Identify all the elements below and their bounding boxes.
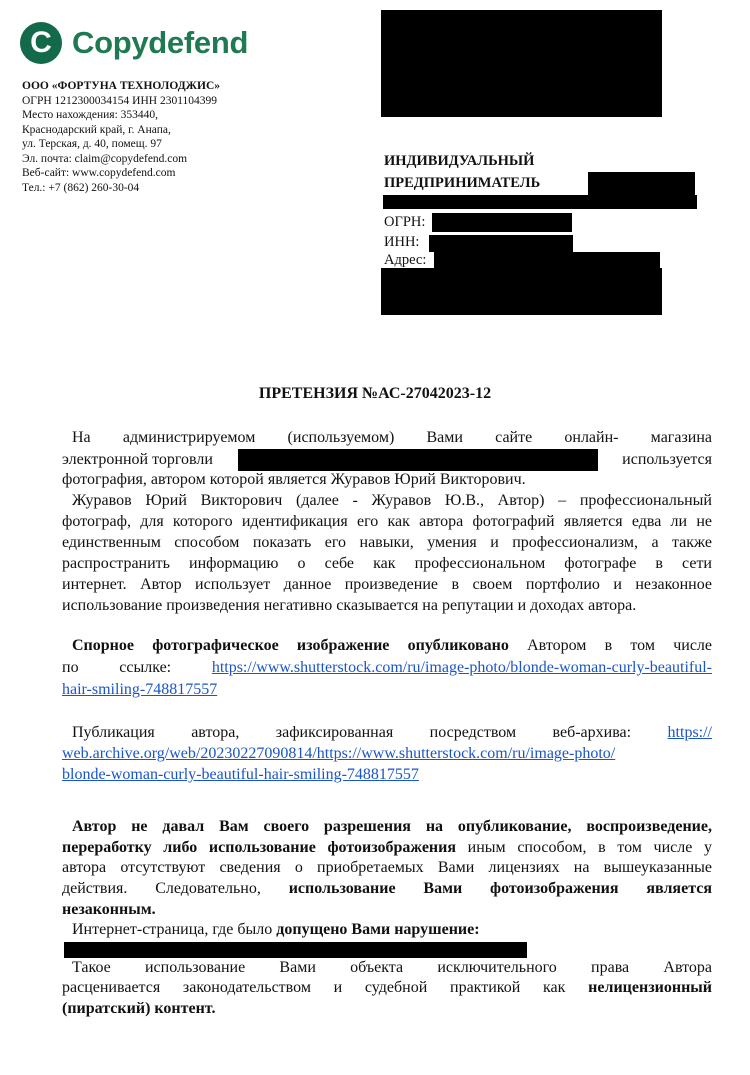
text: Публикация автора, зафиксированная посредством веб-архива: xyxy=(72,724,668,741)
text-line xyxy=(62,978,712,998)
redaction xyxy=(434,252,660,268)
redaction xyxy=(381,268,662,315)
company-line: ул. Терская, д. 40, помещ. 97 xyxy=(22,138,162,150)
recipient-inn-label: ИНН: xyxy=(384,234,420,250)
link[interactable]: hair-smiling-748817557 xyxy=(62,681,218,698)
text-line xyxy=(62,858,712,878)
link[interactable]: https://www.shutterstock.com/ru/image-photo/blonde-woman-curly-beautiful- xyxy=(211,659,712,676)
company-email: Эл. почта: claim@copydefend.com xyxy=(22,152,188,165)
text: иным способом, в том числе у xyxy=(456,839,713,856)
text-line xyxy=(72,428,712,448)
redaction xyxy=(432,213,572,232)
link[interactable]: blonde-woman-curly-beautiful-hair-smiling-748817557 xyxy=(62,766,419,783)
copydefend-logo xyxy=(20,22,248,64)
text-line xyxy=(72,636,712,656)
text-line xyxy=(62,533,712,553)
company-phone: Тел.: +7 (862) 260-30-04 xyxy=(22,181,140,194)
company-line: ОГРН 1212300034154 ИНН 2301104399 xyxy=(22,94,218,107)
text: На администрируемом (используемом) Вами сайте онлайн- магазина xyxy=(72,429,712,446)
bold-text: нелицензионный xyxy=(588,979,712,996)
text: используется xyxy=(622,451,712,468)
bold-text: незаконным. xyxy=(62,901,156,918)
logo-text: Copydefend xyxy=(72,25,249,60)
text-line xyxy=(62,999,712,1019)
redaction xyxy=(238,449,598,471)
bold-text: Спорное фотографическое изображение опубликовано xyxy=(72,637,509,654)
text: Интернет-страница, где было xyxy=(72,921,277,938)
text-line xyxy=(62,512,712,532)
text: распространить информацию о себе как профессиональном фотографе в сети xyxy=(62,555,712,572)
company-name: ООО «ФОРТУНА ТЕХНОЛОДЖИС» xyxy=(22,80,221,92)
link[interactable]: https:// xyxy=(667,724,712,741)
text: использование произведения негативно сказывается на репутации и доходах автора. xyxy=(62,597,637,614)
text-line xyxy=(72,491,712,511)
redaction xyxy=(381,10,662,117)
text: единственным способом показать его навыки, умения и профессионализм, а также xyxy=(62,534,712,551)
text: расценивается законодательством и судебной практикой как xyxy=(62,979,589,996)
bold-text: переработку либо использование фотоизображения xyxy=(62,839,457,856)
text: автора отсутствуют сведения о приобретаемых Вами лицензиях на вышеуказанные xyxy=(62,859,712,876)
text: Такое использование Вами объекта исключительного права Автора xyxy=(72,959,712,976)
redaction xyxy=(588,172,695,195)
text: Автором в том числе xyxy=(508,637,713,654)
text-line xyxy=(72,958,712,978)
logo-mark: C xyxy=(20,22,62,64)
redaction xyxy=(429,235,573,252)
text-line xyxy=(62,658,712,678)
text: Журавов Юрий Викторович (далее - Журавов Ю.В., Автор) – профессиональный xyxy=(72,492,712,509)
company-line: Место нахождения: 353440, xyxy=(22,109,159,121)
text-line xyxy=(62,554,712,574)
redaction xyxy=(383,195,697,209)
text: фотограф, для которого идентификация его как автора фотографий является едва ли не xyxy=(62,513,712,530)
text-line xyxy=(62,744,712,764)
text-line xyxy=(62,879,712,899)
recipient-ogrn-label: ОГРН: xyxy=(384,214,426,230)
text: фотография, автором которой является Журавов Юрий Викторович. xyxy=(62,471,526,488)
recipient-address-label: Адрес: xyxy=(384,252,427,268)
redaction xyxy=(64,942,527,958)
bold-text: Автор не давал Вам своего разрешения на опубликование, воспроизведение, xyxy=(72,818,712,835)
sender-details xyxy=(22,79,220,195)
text: электронной торговли xyxy=(62,451,213,468)
claim-title: ПРЕТЕНЗИЯ №АС-27042023-12 xyxy=(258,385,492,402)
text-line xyxy=(72,817,712,837)
text-line xyxy=(62,596,712,616)
text: действия. Следовательно, xyxy=(62,880,289,897)
company-line: Краснодарский край, г. Анапа, xyxy=(22,123,171,136)
text-line xyxy=(62,449,712,471)
text-line xyxy=(62,765,712,785)
bold-text: (пиратский) контент. xyxy=(62,1000,216,1017)
text-line xyxy=(72,920,712,940)
text-line xyxy=(62,838,712,858)
company-website: Веб-сайт: www.copydefend.com xyxy=(22,167,176,179)
recipient-title: ПРЕДПРИНИМАТЕЛЬ xyxy=(384,175,541,191)
text-line xyxy=(62,680,712,700)
recipient-title: ИНДИВИДУАЛЬНЫЙ xyxy=(384,153,535,169)
text: интернет. Автор использует данное произведение в своем портфолио и незаконное xyxy=(62,576,712,593)
text-line xyxy=(62,470,712,490)
text: по ссылке: xyxy=(62,659,212,676)
text-line xyxy=(72,723,712,743)
bold-text: использование Вами фотоизображения является xyxy=(288,880,713,897)
text-line xyxy=(62,900,712,920)
link[interactable]: web.archive.org/web/20230227090814/https://www.shutterstock.com/ru/image-photo/ xyxy=(62,745,616,762)
text-line xyxy=(62,575,712,595)
bold-text: допущено Вами нарушение: xyxy=(276,921,480,938)
